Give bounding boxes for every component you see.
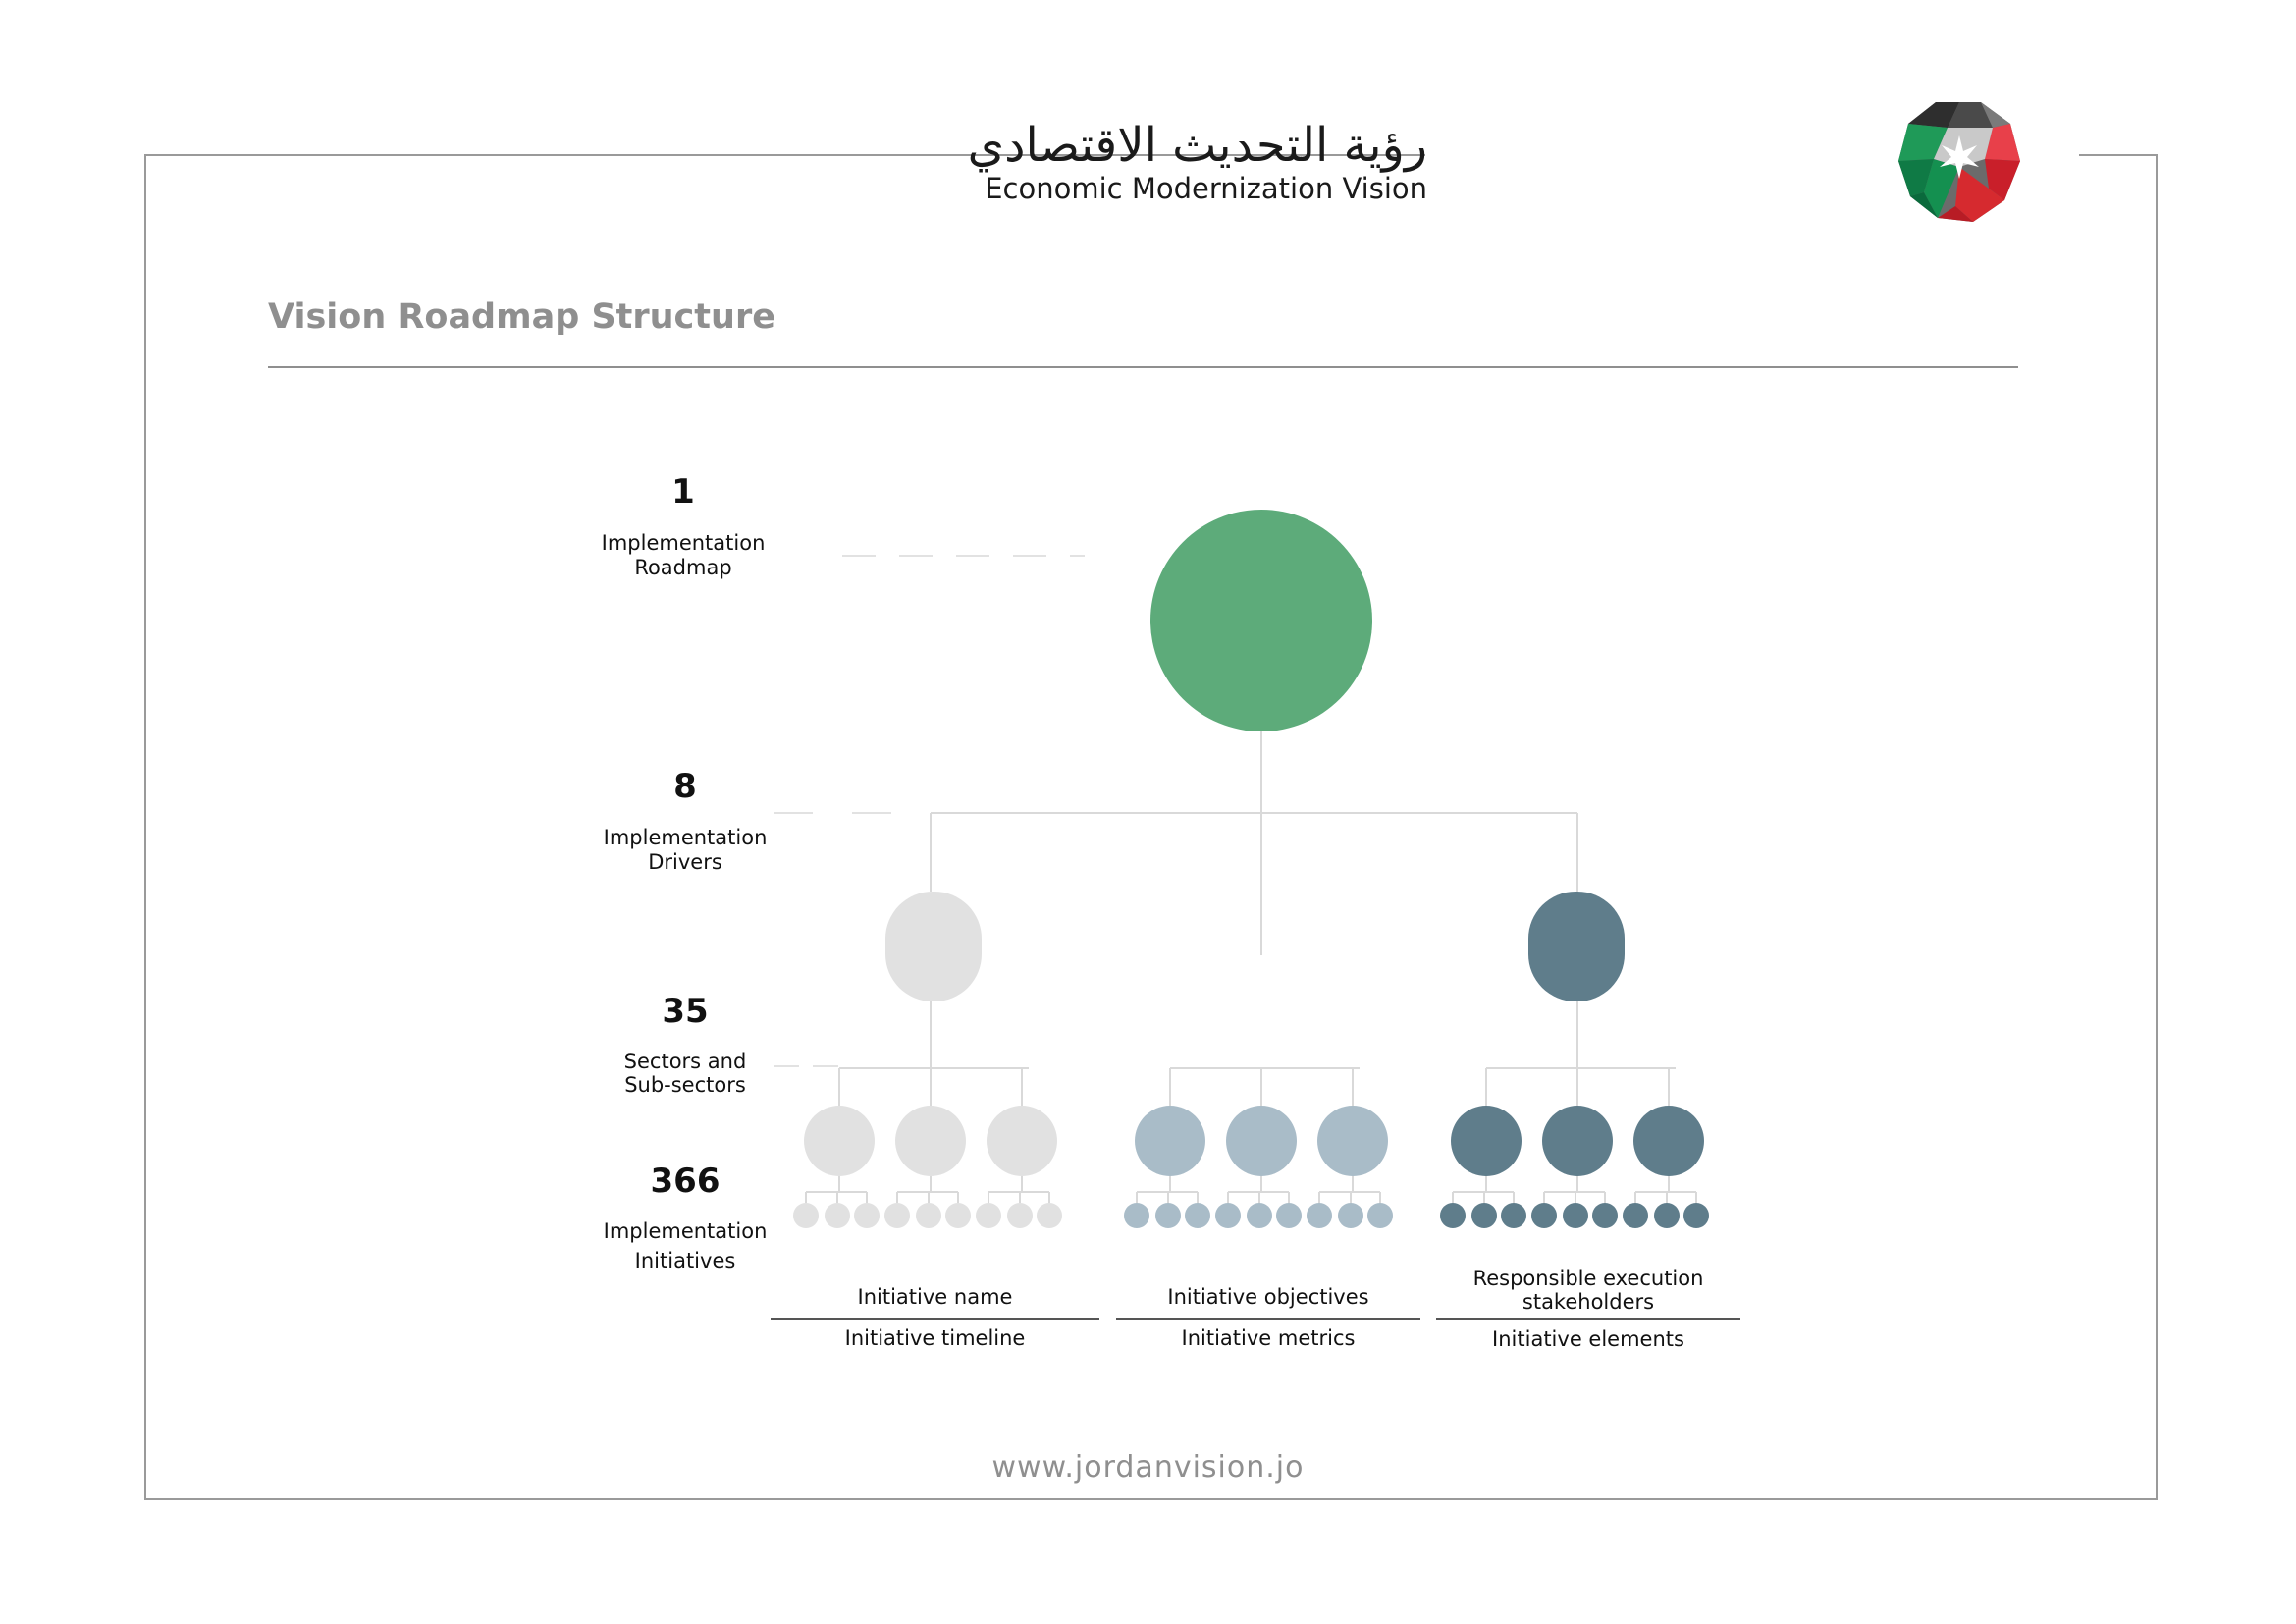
initiative-node-2-1-2 [1155, 1203, 1181, 1228]
initiative-node-1-1-3 [854, 1203, 880, 1228]
initiative-node-2-2-2 [1247, 1203, 1272, 1228]
initiative-node-2-1-3 [1185, 1203, 1210, 1228]
sector-node-2-3 [1317, 1106, 1388, 1176]
sector-node-2-2 [1226, 1106, 1297, 1176]
initiative-node-3-2-3 [1592, 1203, 1618, 1228]
initiative-node-3-2-1 [1531, 1203, 1557, 1228]
sector-node-1-2 [895, 1106, 966, 1176]
level-4-count: 366 [650, 1162, 721, 1201]
level-4-label-line2: Initiatives [634, 1249, 736, 1272]
initiative-node-1-2-3 [945, 1203, 971, 1228]
initiative-node-3-1-1 [1440, 1203, 1466, 1228]
logo-arabic-text: رؤية التحديث الاقتصادي [967, 118, 1427, 173]
level-3-label-line1: Sectors and [623, 1050, 747, 1073]
initiative-node-1-2-1 [884, 1203, 910, 1228]
col-1-top-caption: Initiative name [857, 1285, 1013, 1309]
col-2-divider [1116, 1318, 1420, 1320]
initiative-node-1-3-1 [976, 1203, 1001, 1228]
initiative-node-2-2-3 [1276, 1203, 1302, 1228]
initiative-node-3-2-2 [1563, 1203, 1588, 1228]
level-1-count: 1 [671, 472, 695, 512]
initiative-node-2-3-2 [1338, 1203, 1363, 1228]
sector-node-1-1 [804, 1106, 875, 1176]
col-3-top-caption-line2: stakeholders [1522, 1290, 1655, 1314]
initiative-node-1-1-2 [825, 1203, 850, 1228]
footer-website-url: www.jordanvision.jo [991, 1450, 1305, 1485]
sector-node-1-3 [987, 1106, 1057, 1176]
page-title: Vision Roadmap Structure [268, 298, 775, 337]
sector-node-2-1 [1135, 1106, 1205, 1176]
level-2-label-line2: Drivers [648, 850, 722, 874]
level-1-label-line2: Roadmap [634, 556, 732, 579]
initiative-node-3-3-3 [1683, 1203, 1709, 1228]
initiative-node-2-2-1 [1215, 1203, 1241, 1228]
col-3-top-caption-line1: Responsible execution [1472, 1267, 1704, 1290]
level-4-label-line1: Implementation [603, 1219, 768, 1243]
initiative-node-1-2-2 [916, 1203, 941, 1228]
initiative-node-1-1-1 [793, 1203, 819, 1228]
level-3-count: 35 [662, 992, 709, 1031]
driver-node-light [885, 892, 982, 1001]
col-2-bottom-caption: Initiative metrics [1181, 1326, 1356, 1350]
initiative-node-3-3-1 [1623, 1203, 1648, 1228]
initiative-node-2-1-1 [1124, 1203, 1149, 1228]
sector-node-3-3 [1633, 1106, 1704, 1176]
initiative-node-3-3-2 [1654, 1203, 1680, 1228]
level-2-label-line1: Implementation [603, 826, 768, 849]
initiative-node-3-1-3 [1501, 1203, 1526, 1228]
initiative-node-2-3-1 [1307, 1203, 1332, 1228]
col-1-bottom-caption: Initiative timeline [844, 1326, 1026, 1350]
roadmap-root-node [1150, 510, 1372, 731]
initiative-node-1-3-2 [1007, 1203, 1033, 1228]
level-1-label-line1: Implementation [601, 531, 766, 555]
initiative-node-3-1-2 [1471, 1203, 1497, 1228]
logo-english-text: Economic Modernization Vision [985, 172, 1427, 205]
col-3-divider [1436, 1318, 1740, 1320]
level-2-count: 8 [673, 767, 697, 806]
col-2-top-caption: Initiative objectives [1167, 1285, 1369, 1309]
sector-node-3-1 [1451, 1106, 1522, 1176]
sector-node-3-2 [1542, 1106, 1613, 1176]
col-3-bottom-caption: Initiative elements [1492, 1327, 1684, 1351]
initiative-node-2-3-3 [1367, 1203, 1393, 1228]
col-1-divider [771, 1318, 1099, 1320]
initiative-node-1-3-3 [1037, 1203, 1062, 1228]
level-3-label-line2: Sub-sectors [624, 1073, 746, 1097]
driver-node-dark [1528, 892, 1625, 1001]
